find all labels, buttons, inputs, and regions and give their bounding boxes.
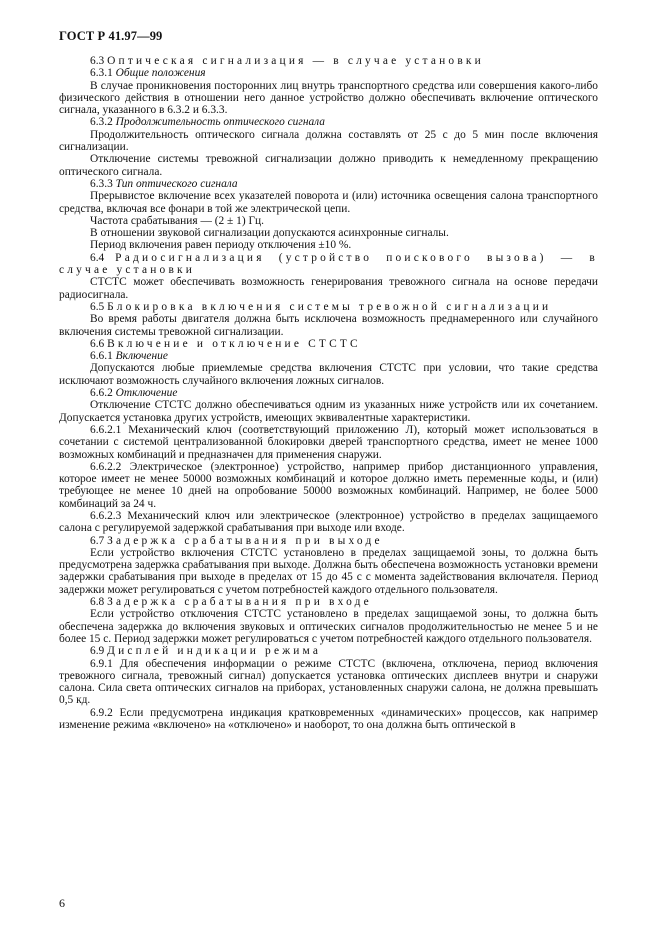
paragraph: СТСТС может обеспечивать возможность генерирования тревожного сигнала на основе передачи радиосигнала. <box>59 276 598 301</box>
paragraph: В случае проникновения посторонних лиц внутрь транспортного средства или совершения какого-либо физического действия в отношении него данное устройство должно обеспечивать включение оптического сигнала, указанного в 6.3.2 и 6.3.3. <box>59 79 598 117</box>
document-body <box>59 55 598 732</box>
subsection-heading-6-6-1: 6.6.1 Включение <box>90 350 168 363</box>
section-heading-6-8: 6.8 Задержка срабатывания при входе <box>90 596 372 609</box>
section-heading-6-6: 6.6 Включение и отключение СТСТС <box>90 337 361 350</box>
paragraph-6-9-2: 6.9.2 Если предусмотрена индикация кратковременных «динамических» процессов, как например изменение режима «включено» на «отключено» и наоборот, то она должна быть оптической в <box>59 706 598 732</box>
section-heading-6-9: 6.9 Дисплей индикации режима <box>90 645 322 658</box>
paragraph-6-9-1: 6.9.1 Для обеспечения информации о режиме СТСТС (включена, отключена, период включения тревожного сигнала, тревожный сигнал) допускается установка оптических дисплеев внутри и снаружи салона. Сила света оптических сигналов на приборах, установленных снаружи салона, не должна превышать 0,5 кд. <box>59 657 598 707</box>
subsection-heading-6-3-2: 6.3.2 Продолжительность оптического сигнала <box>90 116 325 129</box>
paragraph: В отношении звуковой сигнализации допускаются асинхронные сигналы. <box>90 227 449 240</box>
paragraph: Отключение системы тревожной сигнализации должно приводить к немедленному прекращению оптического сигнала. <box>59 153 598 178</box>
section-heading-6-3: 6.3 Оптическая сигнализация — в случае установки <box>90 55 484 67</box>
paragraph: Частота срабатывания — (2 ± 1) Гц. <box>90 214 265 227</box>
section-heading-6-7: 6.7 Задержка срабатывания при выходе <box>90 534 383 547</box>
paragraph: Если устройство включения СТСТС установлено в пределах защищаемой зоны, то должна быть предусмотрена задержка срабатывания при выходе. Должна быть обеспечена возможность установки времени задержки срабатывания при выходе в пределах от 15 до 45 с с момента задействования включателя. Период задержки может регулироваться с учетом потребностей каждого отдельного пользователя. <box>59 546 598 596</box>
subsection-heading-6-3-1: 6.3.1 Общие положения <box>90 67 206 80</box>
paragraph: Прерывистое включение всех указателей поворота и (или) источника освещения салона транспортного средства, включая все фонари в той же электрической цепи. <box>59 190 598 215</box>
paragraph: Если устройство отключения СТСТС установлено в пределах защищаемой зоны, то должна быть обеспечена задержка до включения звуковых и оптических сигналов продолжительностью не менее 5 и не более 15 с. Период задержки может регулироваться с учетом потребностей каждого отдельного пользователя. <box>59 608 598 645</box>
subsection-heading-6-3-3: 6.3.3 Тип оптического сигнала <box>90 177 238 190</box>
paragraph-6-6-2-2: 6.6.2.2 Электрическое (электронное) устройство, например прибор дистанционного управления, которое имеет не менее 50000 возможных комбинаций и которое должно иметь переменные коды, и (или) требующее не менее 10 дней на опробование 50000 возможных комбинаций. Например, не более 5000 комбинаций за 24 ч. <box>59 460 598 510</box>
paragraph: Продолжительность оптического сигнала должна составлять от 25 с до 5 мин после включения сигнализации. <box>59 128 598 154</box>
running-header: ГОСТ Р 41.97—99 <box>59 29 163 43</box>
paragraph-6-6-2-1: 6.6.2.1 Механический ключ (соответствующий приложению Л), который может использоваться в сочетании с системой централизованной блокировки дверей транспортного средства, имеет не менее 1000 возможных комбинаций и предназначен для применения снаружи. <box>59 423 598 461</box>
section-heading-6-4: 6.4 Радиосигнализация (устройство поискового вызова) — в случае установки <box>59 251 598 277</box>
paragraph: Допускаются любые приемлемые средства включения СТСТС при условии, что такие средства исключают возможность случайного включения ложных сигналов. <box>59 362 598 387</box>
page-number: 6 <box>59 896 65 910</box>
subsection-heading-6-6-2: 6.6.2 Отключение <box>90 387 178 400</box>
paragraph: Во время работы двигателя должна быть исключена возможность преднамеренного или случайного включения системы тревожной сигнализации. <box>59 313 598 338</box>
paragraph: Отключение СТСТС должно обеспечиваться одним из указанных ниже устройств или их сочетанием. Допускается установка других устройств, имеющих эквивалентные характеристики. <box>59 399 598 424</box>
paragraph: Период включения равен периоду отключения ±10 %. <box>90 239 352 252</box>
paragraph-6-6-2-3: 6.6.2.3 Механический ключ или электрическое (электронное) устройство в пределах защищаемого салона с регулируемой задержкой срабатывания при выходе или входе. <box>59 509 598 535</box>
section-heading-6-5: 6.5 Блокировка включения системы тревожной сигнализации <box>90 300 552 313</box>
